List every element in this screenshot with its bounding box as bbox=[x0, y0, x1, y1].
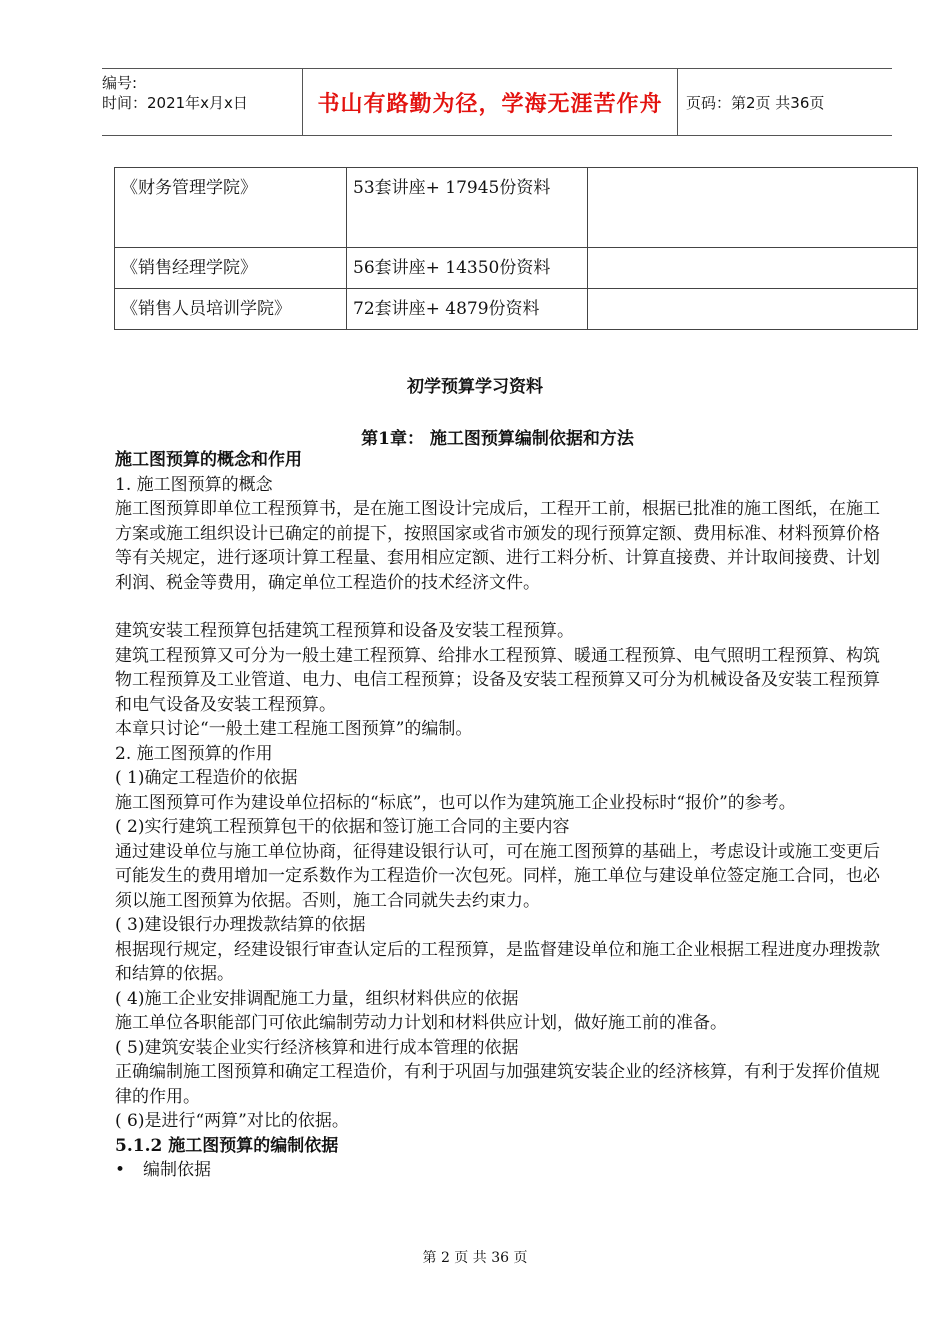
paragraph: 本章只讨论“一般土建工程施工图预算”的编制。 bbox=[115, 719, 473, 739]
paragraph: 根据现行规定，经建设银行审查认定后的工程预算，是监督建设单位和施工企业根据工程进度办理拨款和结算的依据。 bbox=[115, 939, 880, 984]
date-label: 时间：2021年x月x日 bbox=[102, 94, 248, 112]
header-page-label: 页码：第2页 共36页 bbox=[686, 93, 825, 112]
table-cell-content: 72套讲座+ 4879份资料 bbox=[347, 289, 588, 330]
bullet-icon: • bbox=[115, 1160, 126, 1180]
document-title: 初学预算学习资料 bbox=[407, 377, 543, 397]
paragraph: 施工图预算即单位工程预算书，是在施工图设计完成后，工程开工前，根据已批准的施工图纸，在施工方案或施工组织设计已确定的前提下，按照国家或省市颁发的现行预算定额、费用标准、材料预算价格等有关规定，进行逐项计算工程量、套用相应定额、进行工料分析、计算直接费、并计取间接费、计划利润、税金等费用，确定单位工程造价的技术经济文件。 bbox=[115, 499, 880, 593]
header-divider bbox=[302, 69, 303, 135]
sub-heading: ( 6)是进行“两算”对比的依据。 bbox=[115, 1111, 349, 1131]
spacer bbox=[115, 595, 885, 619]
item-heading: 2. 施工图预算的作用 bbox=[115, 743, 273, 764]
bullet-text: 编制依据 bbox=[143, 1160, 211, 1180]
paragraph: 建筑安装工程预算包括建筑工程预算和设备及安装工程预算。 bbox=[115, 621, 574, 641]
header-motto: 书山有路勤为径，学海无涯苦作舟 bbox=[317, 91, 663, 117]
page-header bbox=[102, 68, 892, 136]
item-heading: 1. 施工图预算的概念 bbox=[115, 474, 273, 495]
header-meta bbox=[102, 69, 302, 135]
table-cell-name: 《销售人员培训学院》 bbox=[115, 289, 347, 330]
sub-heading: ( 1)确定工程造价的依据 bbox=[115, 768, 298, 788]
table-cell-note bbox=[588, 248, 918, 289]
number-label: 编号: bbox=[102, 74, 138, 92]
paragraph: 建筑工程预算又可分为一般土建工程预算、给排水工程预算、暖通工程预算、电气照明工程预算、构筑物工程预算及工业管道、电力、电信工程预算；设备及安装工程预算又可分为机械设备及安装工程预算和电气设备及安装工程预算。 bbox=[115, 645, 880, 715]
table-row bbox=[115, 248, 918, 289]
sub-heading: ( 3)建设银行办理拨款结算的依据 bbox=[115, 915, 366, 935]
paragraph: 正确编制施工图预算和确定工程造价，有利于巩固与加强建筑安装企业的经济核算，有利于发挥价值规律的作用。 bbox=[115, 1062, 880, 1107]
page-footer: 第 2 页 共 36 页 bbox=[422, 1250, 528, 1266]
section-heading: 5.1.2 施工图预算的编制依据 bbox=[115, 1135, 339, 1156]
table-cell-note bbox=[588, 168, 918, 248]
table-cell-note bbox=[588, 289, 918, 330]
paragraph: 施工单位各职能部门可依此编制劳动力计划和材料供应计划，做好施工前的准备。 bbox=[115, 1013, 727, 1033]
table-row bbox=[115, 289, 918, 330]
table-cell-content: 53套讲座+ 17945份资料 bbox=[347, 168, 588, 248]
table-row bbox=[115, 168, 918, 248]
sub-heading: ( 5)建筑安装企业实行经济核算和进行成本管理的依据 bbox=[115, 1037, 519, 1058]
paragraph: 施工图预算可作为建设单位招标的“标底”，也可以作为建筑施工企业投标时“报价”的参考。 bbox=[115, 792, 796, 813]
table-cell-name: 《销售经理学院》 bbox=[115, 248, 347, 289]
document-body bbox=[115, 448, 885, 1183]
bullet-item bbox=[115, 1158, 885, 1183]
sub-heading: ( 2)实行建筑工程预算包干的依据和签订施工合同的主要内容 bbox=[115, 817, 570, 837]
section-heading: 施工图预算的概念和作用 bbox=[115, 450, 302, 470]
table-cell-content: 56套讲座+ 14350份资料 bbox=[347, 248, 588, 289]
header-divider bbox=[677, 69, 678, 135]
chapter-title: 第1章： 施工图预算编制依据和方法 bbox=[361, 429, 634, 449]
table-cell-name: 《财务管理学院》 bbox=[115, 168, 347, 248]
sub-heading: ( 4)施工企业安排调配施工力量，组织材料供应的依据 bbox=[115, 988, 519, 1009]
resource-table bbox=[114, 167, 918, 330]
paragraph: 通过建设单位与施工单位协商，征得建设银行认可，可在施工图预算的基础上，考虑设计或施工变更后可能发生的费用增加一定系数作为工程造价一次包死。同样，施工单位与建设单位签定施工合同，也必须以施工图预算为依据。否则，施工合同就失去约束力。 bbox=[115, 841, 880, 911]
